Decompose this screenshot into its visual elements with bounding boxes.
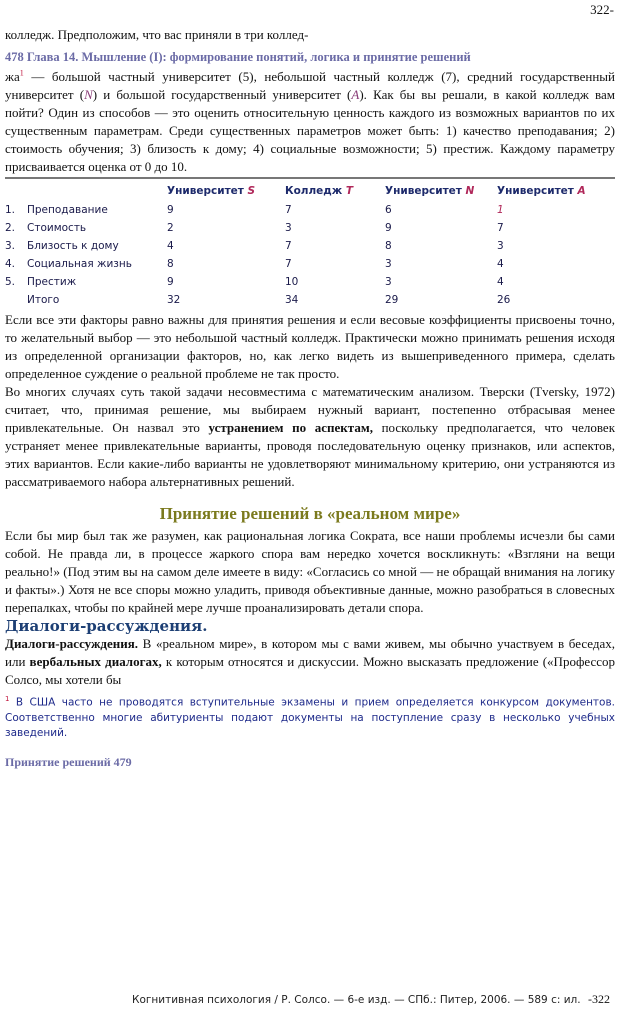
footnote [5, 692, 615, 741]
total-cell: 29 [385, 294, 399, 306]
cell: 4 [167, 240, 174, 252]
cell: 3 [285, 222, 292, 234]
running-footer: Принятие решений 479 [5, 754, 132, 769]
cell: 3 [497, 240, 504, 252]
total-cell: 26 [497, 294, 511, 306]
table-total-row [5, 291, 615, 309]
intro-line: колледж. Предположим, что вас приняли в три коллед- [5, 27, 309, 42]
chapter-heading: 478 Глава 14. Мышление (I): формирование понятий, логика и принятие решений [5, 50, 471, 64]
footnote-reference[interactable]: 1 [19, 68, 24, 78]
table-row [5, 273, 615, 291]
cell: 3 [385, 276, 392, 288]
page-number-bottom: -322 [588, 992, 610, 1006]
cell: 9 [167, 204, 174, 216]
page-content [5, 26, 615, 771]
row-label: Преподавание [27, 204, 108, 216]
bibliographic-citation: Когнитивная психология / Р. Солсо. — 6-е изд. — СПб.: Питер, 2006. — 589 с: ил. [132, 994, 581, 1006]
text-span: к которым относятся и дискуссии. Можно высказать предложение («Профессор Солсо, мы хотели бы [5, 654, 615, 687]
table-row [5, 219, 615, 237]
row-label: Престиж [27, 276, 77, 288]
cell: 9 [385, 222, 392, 234]
cell: 7 [285, 258, 292, 270]
table-row [5, 237, 615, 255]
total-cell: 32 [167, 294, 181, 306]
cell: 6 [385, 204, 392, 216]
page-number-top: 322- [590, 2, 614, 17]
cell: 10 [285, 276, 299, 288]
text-span: Во многих случаях суть такой задачи несовместима с математическим анализом. Тверски (Tversky, 1972) считает, что, принимая решение, мы выбираем нужный вариант, постепенно отбрасывая менее привлекательные. Он назвал это [5, 384, 615, 435]
row-number: 5. [5, 276, 16, 288]
term-elimination-by-aspects: устранением по аспектам, [208, 420, 373, 435]
rating-table [5, 177, 615, 309]
paragraph-4: Если бы мир был так же разумен, как рациональная логика Сократа, все наши проблемы исчезли бы сами собой. Не правда ли, в процессе жаркого спора вам нередко хочется воскликнуть: «Взгляни на вещи реально!» (Под этим вы на самом деле имеете в виду: «Согласись со мной — не обращай внимания на логику и факты».) Хотя не все споры можно уладить, приводя объективные данные, можно разобраться в словесных перепалках, чтобы по крайней мере лучше проанализировать детали спора. [5, 528, 615, 615]
cell: 7 [285, 240, 292, 252]
term-verbal-dialogues: вербальных диалогах, [29, 654, 162, 669]
header-university-s: Университет S [167, 185, 256, 197]
row-number: 3. [5, 240, 16, 252]
paragraph-5 [5, 635, 615, 689]
paragraph-2: Если все эти факторы равно важны для принятия решения и если весовые коэффициенты присвоены точно, то желательный выбор — это небольшой частный колледж. Практически можно принимать решения исходя из определенной организации факторов, но, как легко видеть из вышеприведенного примера, сделать определенное суждение о реальной проблеме не так просто. [5, 312, 615, 381]
text-span: ). Как бы вы решали, в какой колледж вам пойти? Один из способов — это оценить относительную ценность каждого из возможных вариантов по их существенным параметрам. Среди существенных параметров может быть: 1) качество преподавания; 2) стоимость обучения; 3) близость к дому; 4) социальные возможности; 5) престиж. Каждому параметру присваивается оценка от 0 до 10. [5, 87, 615, 174]
header-college-t: Колледж T [285, 185, 354, 197]
paragraph-1 [5, 68, 615, 176]
text-span: В «реальном мире», в котором мы с вами живем, мы обычно участвуем в беседах, или [5, 636, 615, 669]
row-number: 4. [5, 258, 16, 270]
cell: 8 [167, 258, 174, 270]
cell: 4 [497, 258, 504, 270]
table-row [5, 201, 615, 219]
text-span: поскольку предполагается, что человек устраняет менее привлекательные варианты, проводя последовательную оценку признаков, или аспектов, этих вариантов. Если какие-либо варианты не удовлетворяют минимальному критерию, они устраняются из рассматриваемого набора альтернативных решений. [5, 420, 616, 489]
total-label: Итого [27, 294, 60, 306]
text-span: ) и большой государственный университет ( [92, 87, 352, 102]
term-dialogues: Диалоги-рассуждения. [5, 636, 139, 651]
row-number: 2. [5, 222, 16, 234]
text-span: — большой частный университет (5), небольшой частный колледж (7), средний государственный университет ( [5, 69, 615, 102]
section-title: Принятие решений в «реальном мире» [159, 504, 461, 523]
header-university-a: Университет A [497, 185, 586, 197]
footnote-text: В США часто не проводятся вступительные экзамены и прием определяется конкурсом документов. Соответственно многие абитуриенты подают документы на поступление сразу в несколько учебных заведений. [5, 696, 615, 739]
subsection-title: Диалоги-рассуждения. [5, 617, 208, 635]
cell: 2 [167, 222, 174, 234]
header-blank [5, 178, 167, 201]
table-header-row [5, 178, 615, 201]
cell: 7 [285, 204, 292, 216]
header-university-n: Университет N [385, 185, 475, 197]
row-label: Социальная жизнь [27, 258, 132, 270]
letter-a: A [351, 87, 360, 102]
total-cell: 34 [285, 294, 299, 306]
cell: 7 [497, 222, 504, 234]
row-label: Близость к дому [27, 240, 119, 252]
paragraph-3 [5, 383, 615, 491]
row-number [5, 291, 27, 309]
table-row [5, 255, 615, 273]
cell: 3 [385, 258, 392, 270]
letter-n: N [84, 87, 93, 102]
cell: 9 [167, 276, 174, 288]
cell: 8 [385, 240, 392, 252]
footnote-mark: 1 [5, 695, 10, 703]
row-number: 1. [5, 204, 16, 216]
row-label: Стоимость [27, 222, 87, 234]
cell: 4 [497, 276, 504, 288]
cell: 1 [497, 204, 504, 216]
text-span: жа [5, 69, 20, 84]
